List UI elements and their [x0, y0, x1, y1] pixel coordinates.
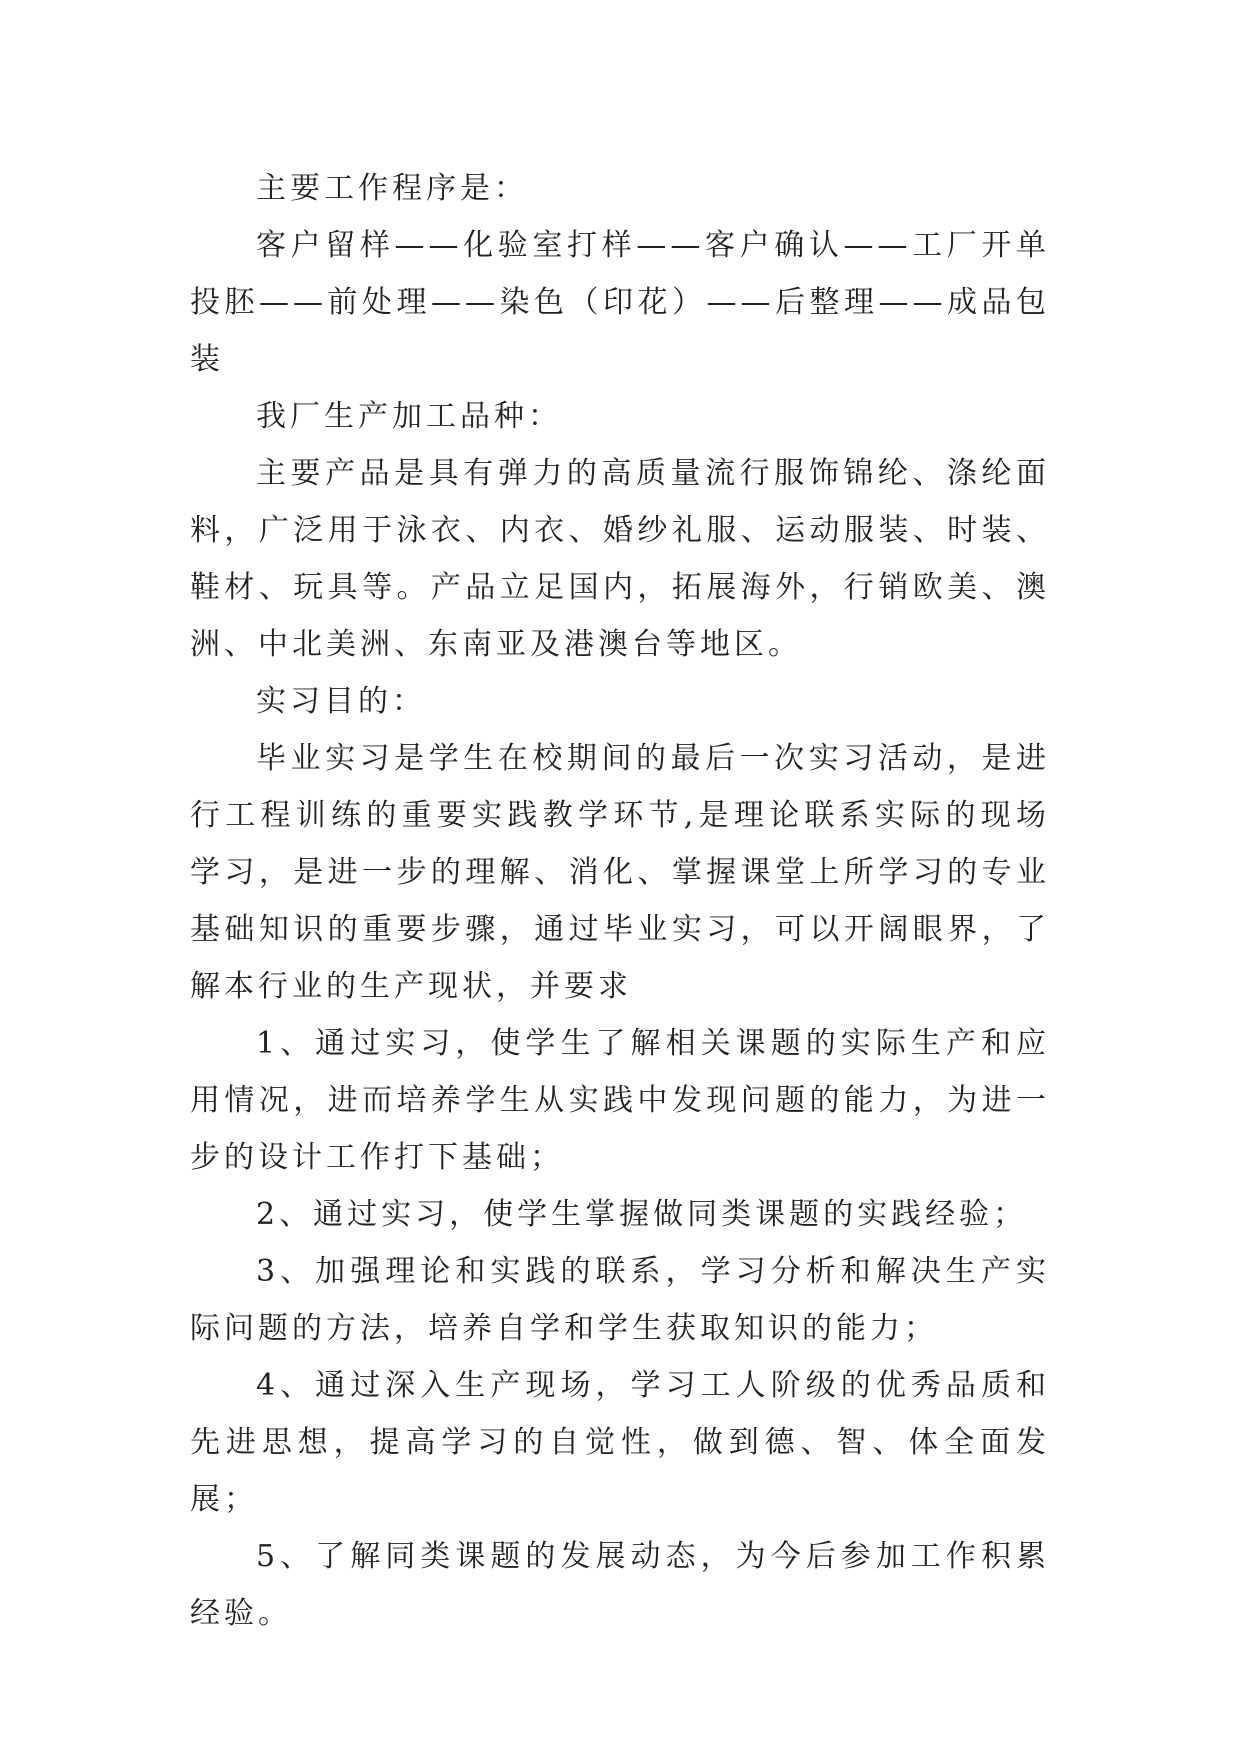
- paragraph-product-heading: 我厂生产加工品种：: [256, 399, 562, 434]
- document-body: [190, 160, 1050, 1642]
- paragraph-purpose: 毕业实习是学生在校期间的最后一次实习活动，是进行工程训练的重要实践教学环节,是理论联系实际的现场学习，是进一步的理解、消化、掌握课堂上所学习的专业基础知识的重要步骤，通过毕业实习，可以开阔眼界，了解本行业的生产现状，并要求: [190, 741, 1050, 1004]
- list-item-2: 2、通过实习，使学生掌握做同类课题的实践经验；: [256, 1197, 1028, 1232]
- list-item-4: 4、通过深入生产现场，学习工人阶级的优秀品质和先进思想，提高学习的自觉性，做到德、智、体全面发展；: [190, 1368, 1050, 1517]
- paragraph-purpose-heading: 实习目的：: [256, 684, 426, 719]
- list-item-1: 1、通过实习，使学生了解相关课题的实际生产和应用情况，进而培养学生从实践中发现问题的能力，为进一步的设计工作打下基础；: [190, 1026, 1050, 1175]
- paragraph-products: 主要产品是具有弹力的高质量流行服饰锦纶、涤纶面料，广泛用于泳衣、内衣、婚纱礼服、运动服装、时装、鞋材、玩具等。产品立足国内，拓展海外，行销欧美、澳洲、中北美洲、东南亚及港澳台等地区。: [190, 456, 1050, 662]
- list-item-3: 3、加强理论和实践的联系，学习分析和解决生产实际问题的方法，培养自学和学生获取知识的能力；: [190, 1254, 1050, 1346]
- paragraph-work-procedure: 客户留样——化验室打样——客户确认——工厂开单投胚——前处理——染色（印花）——后整理——成品包装: [190, 228, 1050, 377]
- list-item-5: 5、了解同类课题的发展动态，为今后参加工作积累经验。: [190, 1539, 1050, 1631]
- paragraph-work-procedure-heading: 主要工作程序是：: [256, 171, 528, 206]
